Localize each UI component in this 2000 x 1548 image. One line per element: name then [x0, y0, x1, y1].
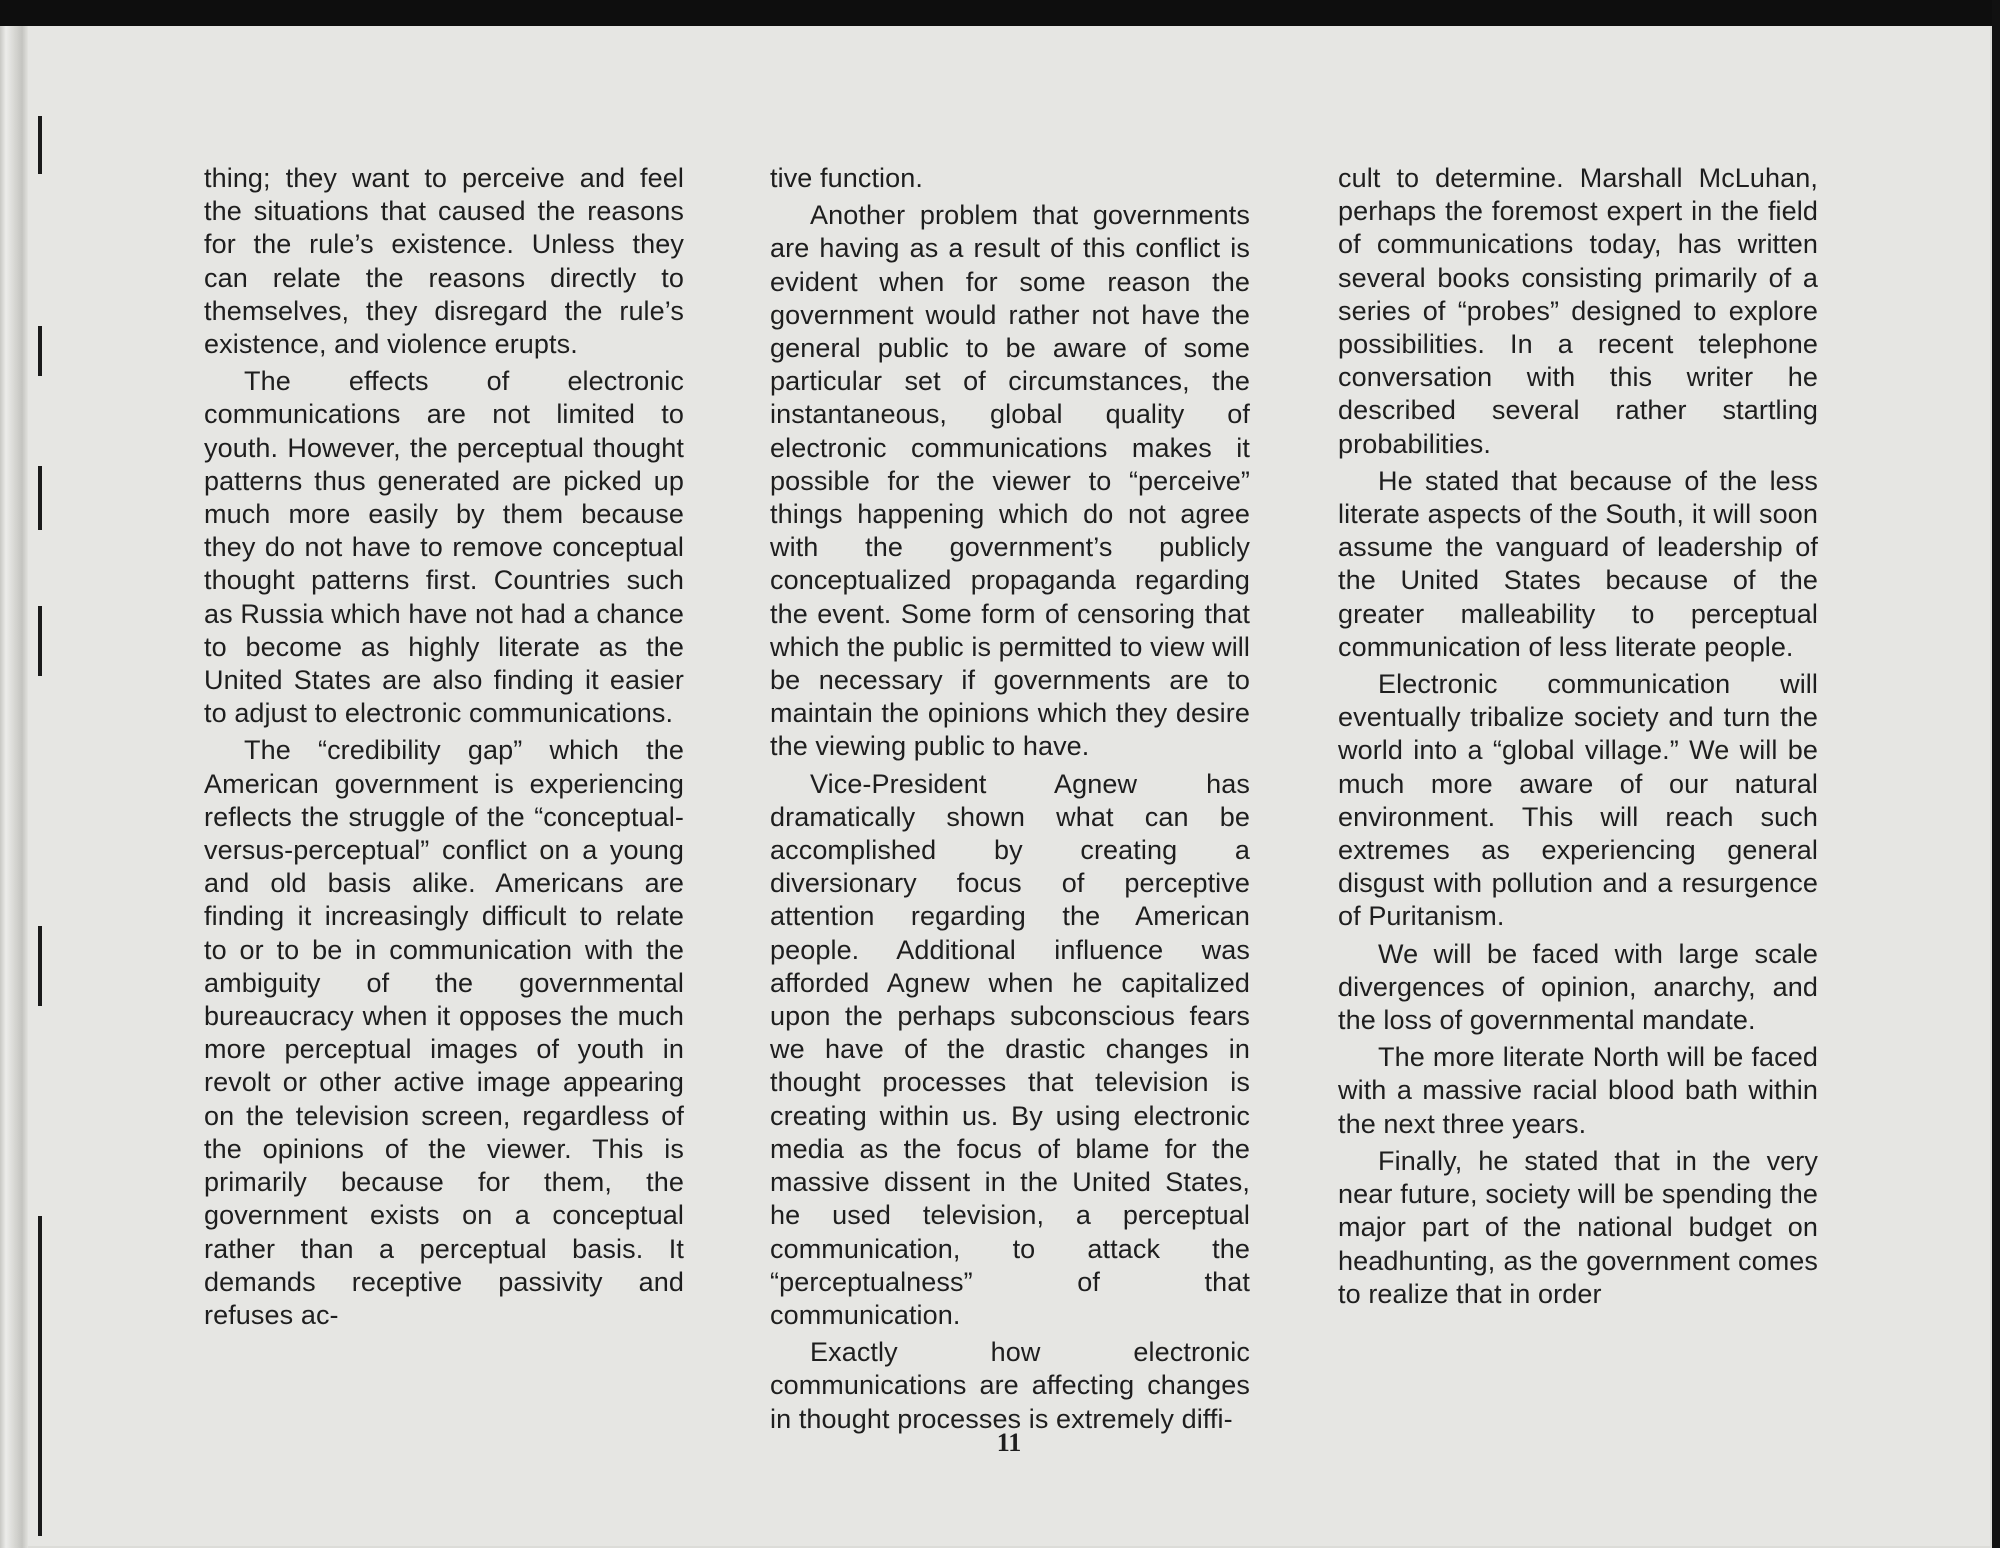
book-page [28, 26, 1990, 1546]
page-number: 11 [996, 1428, 1022, 1457]
paragraph: The effects of electronic communications are not limited to youth. However, the perceptual thought patterns thus generated are picked up much more easily by them because they do not have to remove conceptual thought patterns first. Countries such as Russia which have not had a chance to become as highly literate as the United States are also finding it easier to adjust to electronic communications. [204, 366, 684, 729]
paragraph: tive function. [770, 163, 923, 193]
binding-mark [38, 606, 42, 676]
paragraph: The more literate North will be faced with a massive racial blood bath within the next three years. [1338, 1042, 1818, 1139]
paragraph: thing; they want to perceive and feel the situations that caused the reasons for the rule’s existence. Unless they can relate the reasons directly to themselves, they disregard the rule’s existence, and violence erupts. [204, 163, 684, 360]
paragraph: Another problem that governments are having as a result of this conflict is evident when for some reason the government would rather not have the general public to be aware of some particular set of circumstances, the instantaneous, global quality of electronic communications makes it possible for the viewer to “perceive” things happening which do not agree with the government’s publicly conceptualized propaganda regarding the event. Some form of censoring that which the public is permitted to view will be necessary if governments are to maintain the opinions which they desire the viewing public to have. [770, 200, 1250, 762]
binding-mark [38, 326, 42, 376]
paragraph: Vice-President Agnew has dramatically shown what can be accomplished by creating a diversionary focus of perceptive attention regarding the American people. Additional influence was afforded Agnew when he capitalized upon the perhaps subconscious fears we have of the drastic changes in thought processes that television is creating within us. By using electronic media as the focus of blame for the massive dissent in the United States, he used television, a perceptual communication, to attack the “perceptualness” of that communication. [770, 768, 1250, 1330]
text-column-2 [770, 162, 1250, 1440]
text-column-3 [1338, 162, 1818, 1315]
text-column-1 [204, 162, 684, 1336]
scan-top-border [0, 0, 2000, 26]
paragraph: Electronic communication will eventually tribalize society and turn the world into a “global village.” We will be much more aware of our natural environment. This will reach such extremes as experiencing general disgust with pollution and a resurgence of Puritanism. [1338, 669, 1818, 932]
paragraph: He stated that because of the less literate aspects of the South, it will soon assume the vanguard of leadership of the United States because of the greater malleability to perceptual communication of less literate people. [1338, 465, 1818, 662]
binding-mark [38, 926, 42, 1006]
binding-mark [38, 466, 42, 530]
paragraph: cult to determine. Marshall McLuhan, perhaps the foremost expert in the field of communications today, has written several books consisting primarily of a series of “probes” designed to explore possibilities. In a recent telephone conversation with this writer he described several rather startling probabilities. [1338, 163, 1818, 459]
paragraph: The “credibility gap” which the American government is experiencing reflects the struggle of the “conceptual-versus-perceptual” conflict on a young and old basis alike. Americans are finding it increasingly difficult to relate to or to be in communication with the ambiguity of the governmental bureaucracy when it opposes the much more perceptual images of youth in revolt or other active image appearing on the television screen, regardless of the opinions of the viewer. This is primarily because for them, the government exists on a conceptual rather than a perceptual basis. It demands receptive passivity and refuses ac- [204, 735, 684, 1330]
paragraph: Exactly how electronic communications are affecting changes in thought processes is extremely diffi- [770, 1337, 1250, 1434]
binding-mark [38, 1216, 42, 1536]
paragraph: Finally, he stated that in the very near future, society will be spending the major part of the national budget on headhunting, as the government comes to realize that in order [1338, 1145, 1818, 1309]
book-binding-edge [0, 26, 28, 1548]
binding-mark [38, 116, 42, 174]
paragraph: We will be faced with large scale divergences of opinion, anarchy, and the loss of governmental mandate. [1338, 938, 1818, 1036]
scan-right-border [1992, 0, 2000, 1548]
